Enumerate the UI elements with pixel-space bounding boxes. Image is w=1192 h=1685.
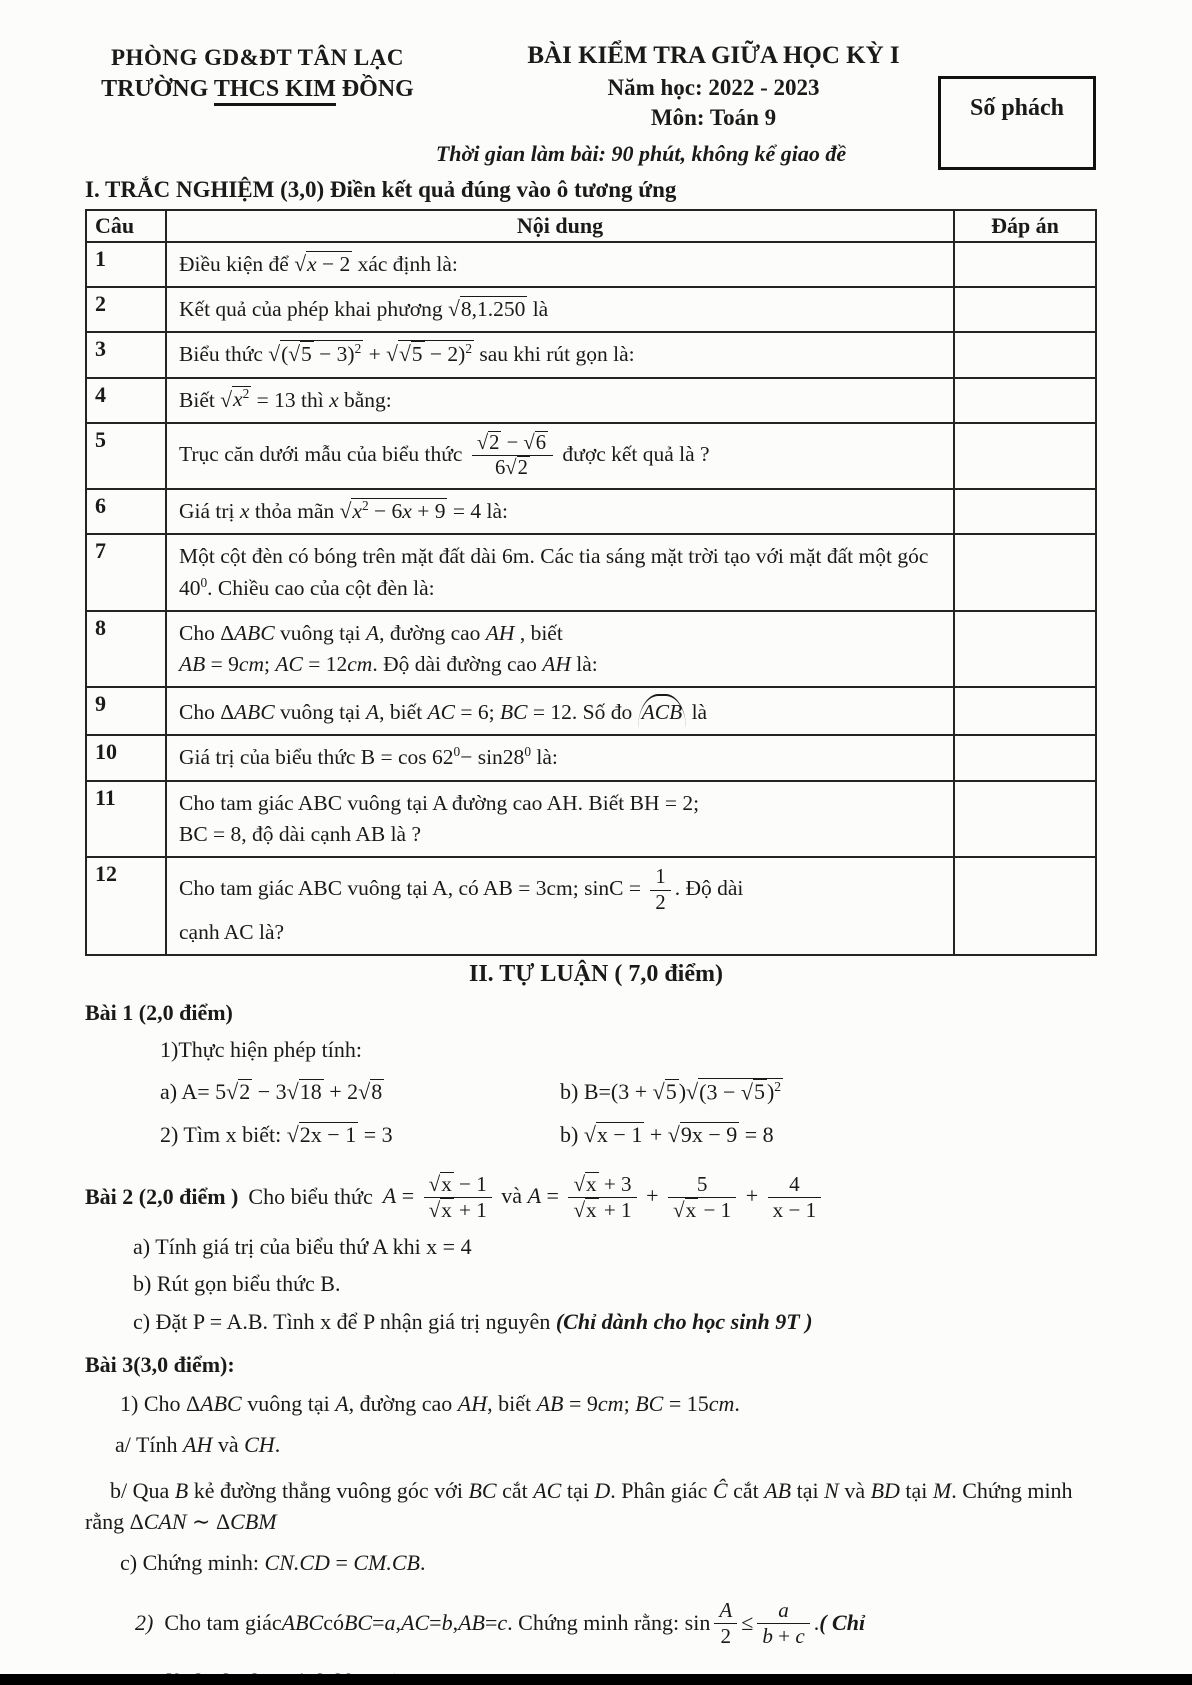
school-year: Năm học: 2022 - 2023 <box>607 75 820 100</box>
answer-cell <box>954 423 1096 490</box>
question-content: Cho ΔABC vuông tại A, biết AC = 6; BC = 12. Số đo ACB là <box>166 687 954 735</box>
table-row <box>86 423 1096 490</box>
bai3-part1b: b/ Qua B kẻ đường thẳng vuông góc với BC cắt AC tại D. Phân giác Ĉ cắt AB tại N và BD tại M. Chứng minh rằng ΔCAN ∼ ΔCBM <box>85 1478 1073 1535</box>
bai1-1b: b) $B=(3 + √5)√(3 - √5)^2$ <box>560 1079 782 1105</box>
table-row <box>86 735 1096 780</box>
section2-heading: II. TỰ LUẬN ( 7,0 điểm) <box>468 960 723 987</box>
question-number: 1 <box>86 242 166 287</box>
bai1-row2 <box>160 1120 1107 1151</box>
question-content: Điều kiện để √x − 2 xác định là: <box>166 242 954 287</box>
question-number: 4 <box>86 378 166 423</box>
school-name-underlined: THCS KIM <box>214 76 336 106</box>
bai2-item-c: c) Đặt P = A.B. Tình x để P nhận giá trị nguyên (Chỉ dành cho học sinh 9T ) <box>133 1309 813 1335</box>
table-row <box>86 781 1096 857</box>
answer-cell <box>954 332 1096 377</box>
bai2-title-rest: Cho biểu thức <box>248 1184 373 1210</box>
question-content: Trục căn dưới mẫu của biểu thức $\frac{√2 - √6}{6√2}$ được kết quả là ? <box>166 423 954 490</box>
question-number: 3 <box>86 332 166 377</box>
bai1-2a: 2) Tìm x biết: √2x − 1 = 3 <box>160 1122 393 1148</box>
exam-title: BÀI KIỂM TRA GIỮA HỌC KỲ I <box>527 42 900 69</box>
question-content: Cho ΔABC vuông tại A, đường cao AH , biết AB = 9cm; AC = 12cm. Độ dài đường cao AH là: <box>166 611 954 687</box>
question-number: 12 <box>86 857 166 955</box>
question-number: 2 <box>86 287 166 332</box>
bai3-part1a: a/ Tính AH và CH. <box>115 1431 281 1457</box>
question-number: 10 <box>86 735 166 780</box>
section1-heading: I. TRẮC NGHIỆM (3,0) Điền kết quả đúng vào ô tương ứng <box>85 177 677 202</box>
so-phach-box <box>938 76 1096 170</box>
answer-cell <box>954 687 1096 735</box>
department-name: PHÒNG GD&ĐT TÂN LẠC <box>111 45 404 70</box>
answer-cell <box>954 611 1096 687</box>
answer-cell <box>954 534 1096 611</box>
col-header-cau: Câu <box>86 210 166 242</box>
table-row <box>86 242 1096 287</box>
answer-cell <box>954 287 1096 332</box>
time-limit-line: Thời gian làm bài: 90 phút, không kể giao đề <box>435 141 847 166</box>
answer-cell <box>954 781 1096 857</box>
school-prefix: TRƯỜNG <box>101 76 214 103</box>
bai3-part1c: c) Chứng minh: CN.CD = CM.CB. <box>120 1550 426 1576</box>
table-row <box>86 378 1096 423</box>
question-content: Cho tam giác ABC vuông tại A, có AB = 3cm; sinC = $\frac{1}{2}$ . Độ dài cạnh AC là? <box>166 857 954 955</box>
bai1-2b: b) √x − 1 + √9x − 9 = 8 <box>560 1122 774 1148</box>
school-block <box>85 42 430 105</box>
answer-cell <box>954 242 1096 287</box>
question-content: Giá trị của biểu thức $B = \cos 62^0- \sin 28^0$ là: <box>166 735 954 780</box>
answer-cell <box>954 489 1096 534</box>
bai3-part2: 2) Cho tam giác ABC có BC = a , AC = b , AB = c . Chứng minh rằng: sin A 2 ≤ a b + c . ( Chỉ <box>135 1597 866 1649</box>
school-name <box>85 73 430 105</box>
bai2-title: Bài 2 (2,0 điểm ) <box>85 1184 239 1210</box>
question-content: Biết $√x^2 = 13$ thì x bằng: <box>166 378 954 423</box>
bai3-part1: 1) Cho ΔABC vuông tại A, đường cao AH, biết AB = 9cm; BC = 15cm. <box>120 1390 740 1416</box>
col-header-noidung: Nội dung <box>166 210 954 242</box>
question-content: Cho tam giác ABC vuông tại A đường cao AH. Biết BH = 2; BC = 8, độ dài cạnh AB là ? <box>166 781 954 857</box>
bai2-item-b: b) Rút gọn biểu thức B. <box>133 1271 341 1297</box>
table-row <box>86 287 1096 332</box>
question-number: 7 <box>86 534 166 611</box>
question-number: 11 <box>86 781 166 857</box>
answer-cell <box>954 857 1096 955</box>
question-content: Kết quả của phép khai phương √8,1.250 là <box>166 287 954 332</box>
question-number: 6 <box>86 489 166 534</box>
bai2-formula: A = $\frac{√x - 1}{√x + 1}$ và A = $\frac{√x + 3}{√x + 1}$ + $\frac{5}{√x - 1}$ + $\frac{4}{x - 1}$ <box>383 1171 825 1225</box>
quiz-table-body <box>86 242 1096 955</box>
multiple-choice-table <box>85 209 1097 956</box>
answer-cell <box>954 378 1096 423</box>
question-number: 8 <box>86 611 166 687</box>
bai2-title-line <box>85 1171 1107 1225</box>
bai3-title: Bài 3(3,0 điểm): <box>85 1352 235 1378</box>
question-content: Giá trị x thỏa mãn $√x^2 - 6x + 9 = 4$ là: <box>166 489 954 534</box>
question-number: 5 <box>86 423 166 490</box>
answer-cell <box>954 735 1096 780</box>
table-row <box>86 489 1096 534</box>
subject-line: Môn: Toán 9 <box>650 105 777 130</box>
table-row <box>86 857 1096 955</box>
table-row <box>86 687 1096 735</box>
bai1-intro: 1)Thực hiện phép tính: <box>160 1036 362 1062</box>
bai2-item-a: a) Tính giá trị của biểu thứ A khi x = 4 <box>133 1233 472 1259</box>
bai1-row1 <box>160 1077 1107 1108</box>
table-row <box>86 534 1096 611</box>
table-row <box>86 332 1096 377</box>
bai1-title: Bài 1 (2,0 điểm) <box>85 999 233 1025</box>
question-content: Một cột đèn có bóng trên mặt đất dài 6m. Các tia sáng mặt trời tạo với mặt đất một góc $40^0$. Chiều cao của cột đèn là: <box>166 534 954 611</box>
question-number: 9 <box>86 687 166 735</box>
bai1-1a: a) A= 5√2 − 3√18 + 2√8 <box>160 1079 383 1105</box>
table-header-row <box>86 210 1096 242</box>
col-header-dapan: Đáp án <box>954 210 1096 242</box>
so-phach-label: Số phách <box>969 95 1065 121</box>
school-suffix: ĐỒNG <box>335 76 414 103</box>
question-content: Biểu thức $√(√5 - 3)^2 + √√5 - 2)^2$ sau khi rút gọn là: <box>166 332 954 377</box>
table-row <box>86 611 1096 687</box>
scan-edge-bar <box>0 1674 1192 1685</box>
